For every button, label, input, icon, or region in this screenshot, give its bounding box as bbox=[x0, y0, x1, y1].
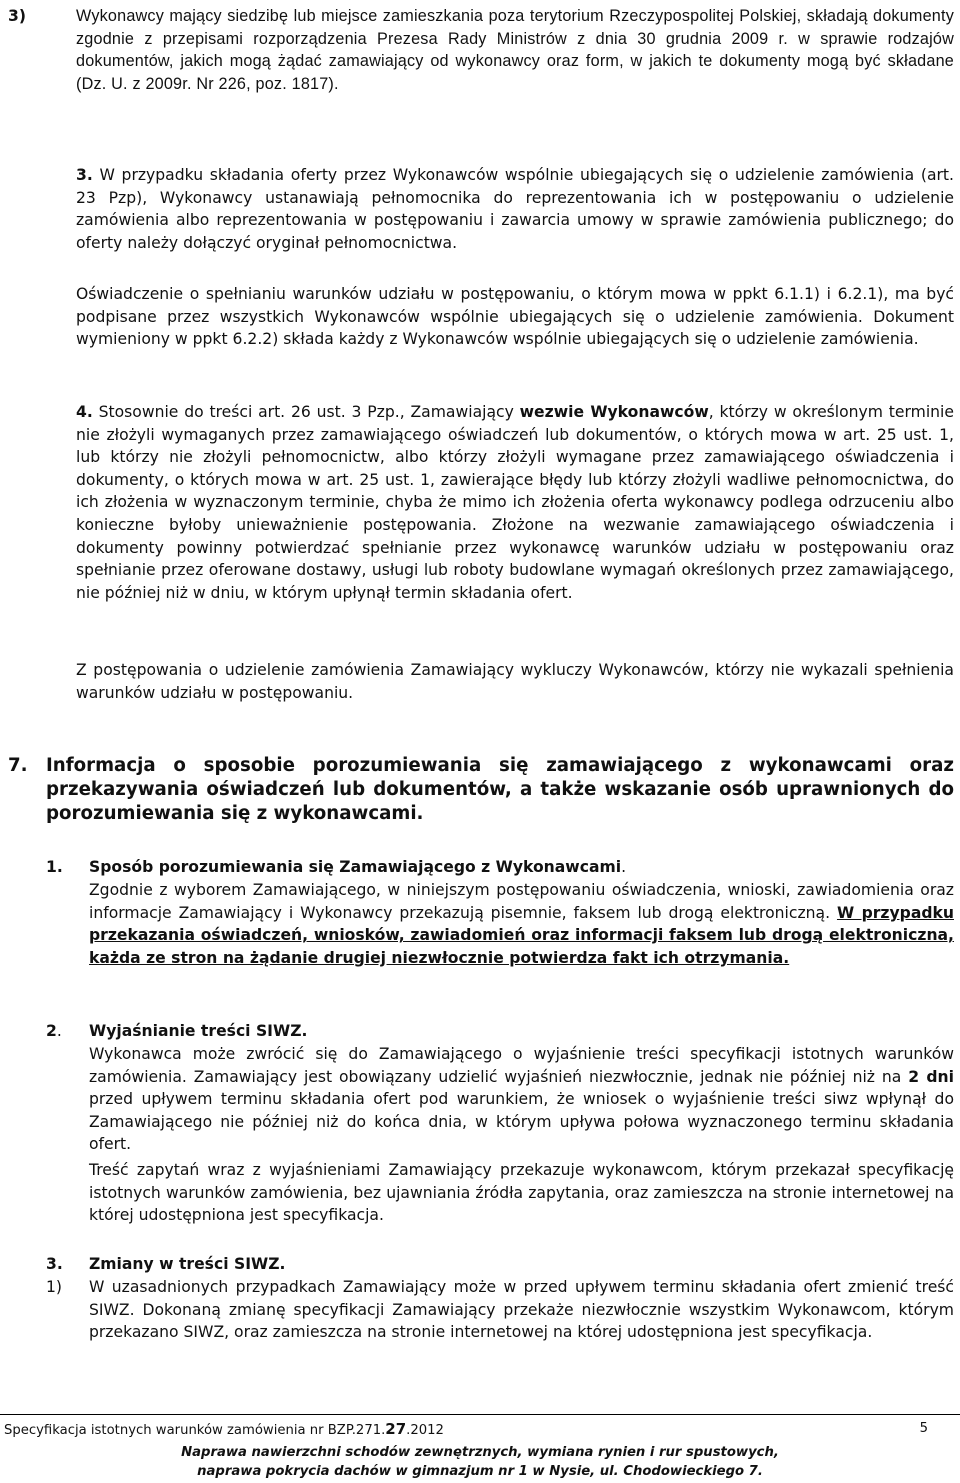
summons-text: , którzy w określonym terminie nie złożyli wymaganych przez zamawiającego oświadczeń lub dokumentów, o których mowa w art. 25 ust. 1, lub którzy nie złożyli pełnomocnictw, albo którzy złożyli wymagane przez zamawiającego oświadczenia i dokumenty, o których mowa w art. 25 ust. 1, zawierające błędy lub którzy złożyli wadliwe pełnomocnictwa, do ich złożenia w wyznaczonym terminie, chyba że mimo ich złożenia oferta wykonawcy podlega odrzuceniu albo konieczne byłoby unieważnienie postępowania. Złożone na wezwanie zamawiającego oświadczenia i dokumenty powinny potwierdzać spełnianie przez wykonawcę warunków udziału w postępowaniu oraz spełnianie przez oferowane dostawy, usługi lub roboty budowlane wymagań określonych przez zamawiającego, nie później niż w dniu, w którym upłynął termin składania ofert. bbox=[76, 403, 954, 602]
summons-text-a: , Zamawiający bbox=[399, 403, 520, 421]
point-number: 3. bbox=[76, 166, 93, 184]
changes-paragraph: W uzasadnionych przypadkach Zamawiający może w przed upływem terminu składania ofert zmienić treść SIWZ. Dokonaną zmianę specyfikacji Zamawiający przekaże niezwłocznie wszystkim Wykonawcom, którym przekazano SIWZ, oraz zamieszcza na stronie internetowej na której udostępniona jest specyfikacja. bbox=[89, 1278, 954, 1342]
communication-underlined: W przypadku przekazania oświadczeń, wniosków, zawiadomień oraz informacji faksem lub drogą elektroniczna, każda ze stron na żądanie drugiej niezwłocznie potwierdza fakt ich otrzymania. bbox=[89, 903, 954, 967]
joint-offer-text: W przypadku składania oferty przez Wykonawców wspólnie ubiegających się o udzielenie zamówienia (art. 23 Pzp), Wykonawcy ustanawiają pełnomocnika do reprezentowania ich w postępowaniu o udzielenie zamówienia albo reprezentowania w postępowaniu i zawarcia umowy w sprawie zamówienia publicznego; do oferty należy dołączyć oryginał pełnomocnictwa. bbox=[76, 166, 954, 252]
deadline-days: 2 dni bbox=[908, 1067, 954, 1086]
subsection-number: 2. bbox=[46, 1022, 62, 1040]
declaration-paragraph: Oświadczenie o spełnianiu warunków udziału w postępowaniu, o którym mowa w ppkt 6.1.1) i 6.2.1), ma być podpisane przez wszystkich Wykonawców wspólnie ubiegających się o udzielenie zamówienia. Dokument wymieniony w ppkt 6.2.2) składa każdy z Wykonawców wspólnie ubiegających się o udzielenie zamówienia. bbox=[76, 285, 954, 349]
questions-paragraph: Treść zapytań wraz z wyjaśnieniami Zamawiający przekazuje wykonawcom, którym przekazał specyfikację istotnych warunków zamówienia, bez ujawniania źródła zapytania, oraz zamieszcza na stronie internetowej na której udostępniona jest specyfikacja. bbox=[89, 1161, 954, 1225]
foreign-contractors-paragraph: Wykonawcy mający siedzibę lub miejsce zamieszkania poza terytorium Rzeczypospolitej Polskiej, składają dokumenty zgodnie z przepisami rozporządzenia Prezesa Rady Ministrów z dnia 30 grudnia 2009 r. w sprawie rodzajów dokumentów, jakich mogą żądać zamawiający od wykonawcy oraz form, w jakich te dokumenty mogą być składane (Dz. U. z 2009r. Nr 226, poz. 1817). bbox=[76, 7, 954, 93]
section-title: Informacja o sposobie porozumiewania się zamawiającego z wykonawcami oraz przekazywania oświadczeń lub dokumentów, a także wskazanie osób uprawnionych do porozumiewania się z wykonawcami. bbox=[46, 755, 954, 824]
page-number: 5 bbox=[919, 1421, 928, 1436]
clarification-paragraph: Wykonawca może zwrócić się do Zamawiającego o wyjaśnienie treści specyfikacji istotnych warunków zamówienia. Zamawiający jest obowiązany udzielić wyjaśnień niezwłocznie, jednak nie później niż na 2 dni przed upływem terminu składania ofert pod warunkiem, że wniosek o wyjaśnienie treści siwz wpłynął do Zamawiającego nie później niż do końca dnia, w którym upływa połowa wyznaczonego terminu składania ofert. bbox=[89, 1045, 954, 1154]
footer-project-line-1: Naprawa nawierzchni schodów zewnętrznych, wymiana rynien i rur spustowych, bbox=[181, 1445, 779, 1460]
point-number: 4. bbox=[76, 403, 93, 421]
list-number: 1) bbox=[46, 1278, 63, 1296]
subsection-title: Sposób porozumiewania się Zamawiającego z Wykonawcami. bbox=[89, 858, 627, 876]
subsection-number: 3. bbox=[46, 1255, 63, 1273]
footer-project-line-2: naprawa pokrycia dachów w gimnazjum nr 1 w Nysie, ul. Chodowieckiego 7. bbox=[197, 1464, 763, 1479]
exclusion-paragraph: Z postępowania o udzielenie zamówienia Zamawiający wykluczy Wykonawców, którzy nie wykazali spełnienia warunków udziału w postępowaniu. bbox=[76, 661, 954, 702]
joint-offer-paragraph bbox=[76, 164, 954, 254]
communication-text: Zgodnie z wyborem Zamawiającego, w niniejszym postępowaniu oświadczenia, wnioski, zawiadomienia oraz informacje Zamawiający i Wykonawcy przekazują pisemnie, faksem lub drogą elektroniczną. bbox=[89, 881, 954, 922]
subsection-title: Wyjaśnianie treści SIWZ. bbox=[89, 1022, 308, 1040]
footer-divider bbox=[0, 1414, 960, 1415]
section-number: 7. bbox=[8, 755, 28, 776]
summons-intro: Stosownie do treści art. 26 ust. 3 Pzp. bbox=[98, 403, 400, 421]
list-number: 3) bbox=[8, 7, 26, 25]
summons-paragraph bbox=[76, 401, 954, 604]
communication-paragraph bbox=[89, 879, 954, 969]
summons-bold: wezwie Wykonawców bbox=[519, 403, 709, 421]
subsection-number: 1. bbox=[46, 858, 63, 876]
subsection-title: Zmiany w treści SIWZ. bbox=[89, 1255, 286, 1273]
footer-spec-number: Specyfikacja istotnych warunków zamówienia nr BZP.271.27.2012 bbox=[4, 1420, 444, 1438]
